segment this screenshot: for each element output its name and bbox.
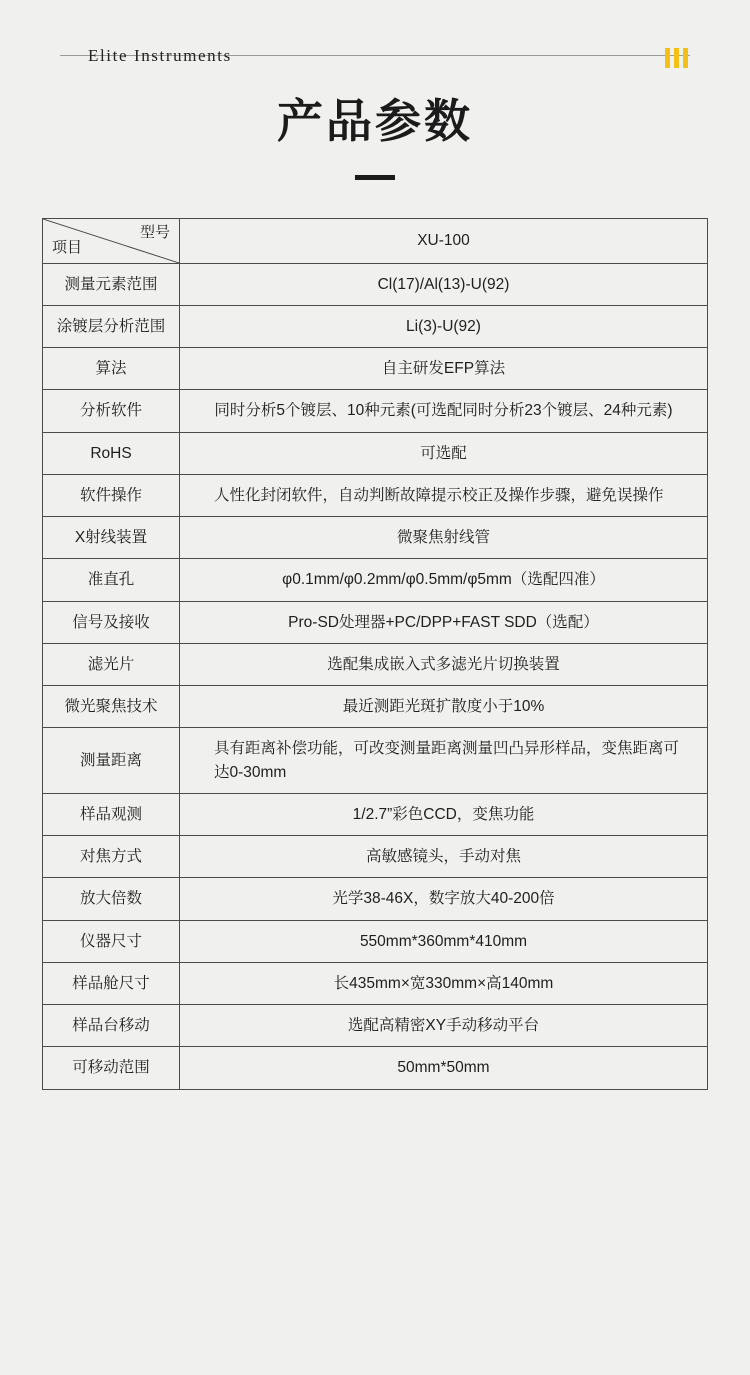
table-row <box>43 218 708 263</box>
spec-value: 微聚焦射线管 <box>180 517 708 559</box>
table-row <box>43 517 708 559</box>
spec-label: 分析软件 <box>43 390 180 432</box>
table-row <box>43 474 708 516</box>
spec-value: 最近测距光斑扩散度小于10% <box>180 686 708 728</box>
title-underline <box>355 175 395 180</box>
table-row <box>43 305 708 347</box>
corner-top-right-label: 型号 <box>139 223 170 241</box>
spec-value: 自主研发EFP算法 <box>180 348 708 390</box>
spec-value: φ0.1mm/φ0.2mm/φ0.5mm/φ5mm（选配四准） <box>180 559 708 601</box>
table-row <box>43 432 708 474</box>
spec-value: 具有距离补偿功能，可改变测量距离测量凹凸异形样品，变焦距离可达0-30mm <box>180 728 708 794</box>
spec-value: Pro-SD处理器+PC/DPP+FAST SDD（选配） <box>180 601 708 643</box>
spec-label: RoHS <box>43 432 180 474</box>
spec-label: 涂镀层分析范围 <box>43 305 180 347</box>
table-row <box>43 920 708 962</box>
spec-value: 50mm*50mm <box>180 1047 708 1089</box>
spec-label: 放大倍数 <box>43 878 180 920</box>
spec-label: X射线装置 <box>43 517 180 559</box>
spec-value: 长435mm×宽330mm×高140mm <box>180 962 708 1004</box>
table-row <box>43 1047 708 1089</box>
spec-label: 仪器尺寸 <box>43 920 180 962</box>
table-row <box>43 878 708 920</box>
spec-label: 样品观测 <box>43 793 180 835</box>
page-title: 产品参数 <box>277 94 473 148</box>
spec-value: 同时分析5个镀层、10种元素(可选配同时分析23个镀层、24种元素) <box>180 390 708 432</box>
spec-value: 高敏感镜头，手动对焦 <box>180 836 708 878</box>
spec-label: 滤光片 <box>43 643 180 685</box>
spec-label: 准直孔 <box>43 559 180 601</box>
spec-label: 微光聚焦技术 <box>43 686 180 728</box>
table-row <box>43 793 708 835</box>
spec-value: 选配高精密XY手动移动平台 <box>180 1005 708 1047</box>
table-row <box>43 559 708 601</box>
specifications-table <box>42 218 708 1090</box>
model-value: XU-100 <box>180 218 708 263</box>
spec-label: 软件操作 <box>43 474 180 516</box>
table-row <box>43 348 708 390</box>
brand-name: Elite Instruments <box>88 46 232 65</box>
spec-label: 对焦方式 <box>43 836 180 878</box>
corner-bottom-left-label: 项目 <box>52 239 83 257</box>
three-bars-icon <box>665 48 688 68</box>
table-corner-header <box>43 218 180 263</box>
table-row <box>43 686 708 728</box>
spec-label: 测量距离 <box>43 728 180 794</box>
spec-value: 550mm*360mm*410mm <box>180 920 708 962</box>
table-row <box>43 263 708 305</box>
spec-value: Li(3)-U(92) <box>180 305 708 347</box>
page-header <box>60 0 690 65</box>
table-row <box>43 1005 708 1047</box>
spec-label: 测量元素范围 <box>43 263 180 305</box>
table-row <box>43 390 708 432</box>
table-row <box>43 728 708 794</box>
table-row <box>43 962 708 1004</box>
table-row <box>43 836 708 878</box>
spec-value: 1/2.7”彩色CCD，变焦功能 <box>180 793 708 835</box>
table-row <box>43 643 708 685</box>
spec-label: 信号及接收 <box>43 601 180 643</box>
spec-label: 算法 <box>43 348 180 390</box>
page-title-block <box>0 96 750 180</box>
spec-label: 样品舱尺寸 <box>43 962 180 1004</box>
spec-label: 可移动范围 <box>43 1047 180 1089</box>
spec-value: 人性化封闭软件，自动判断故障提示校正及操作步骤，避免误操作 <box>180 474 708 516</box>
spec-value: Cl(17)/Al(13)-U(92) <box>180 263 708 305</box>
spec-value: 选配集成嵌入式多滤光片切换装置 <box>180 643 708 685</box>
table-row <box>43 601 708 643</box>
spec-label: 样品台移动 <box>43 1005 180 1047</box>
spec-value: 可选配 <box>180 432 708 474</box>
spec-value: 光学38-46X，数字放大40-200倍 <box>180 878 708 920</box>
